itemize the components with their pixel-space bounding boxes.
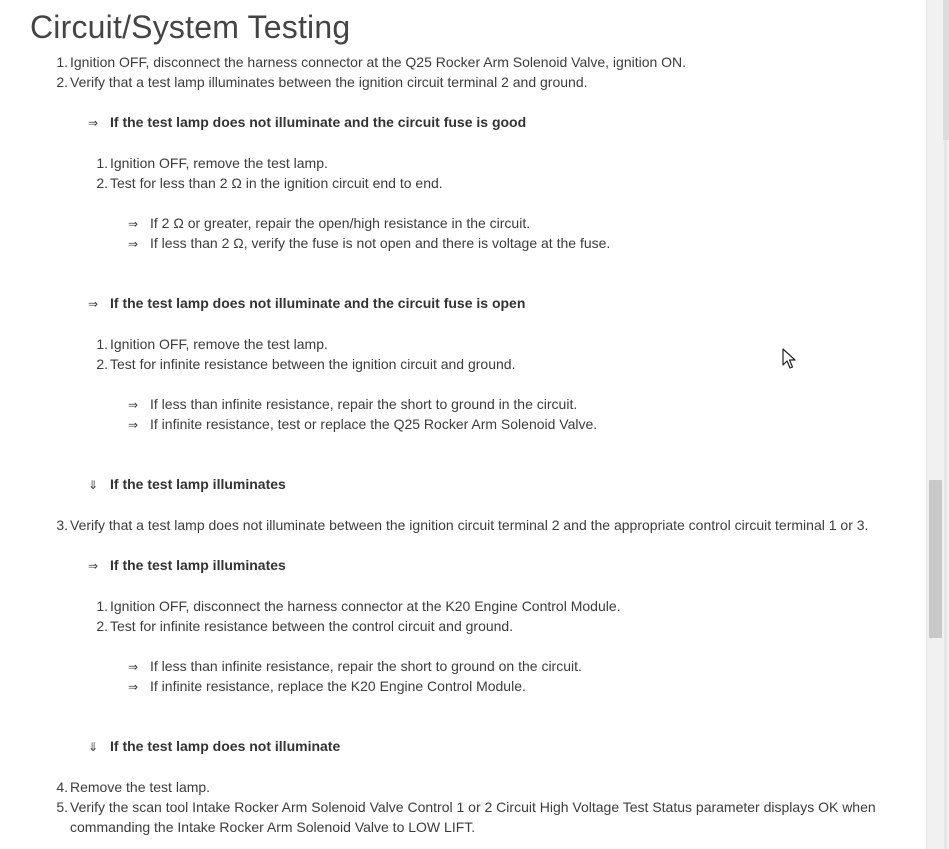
arrow-right-icon: ⇒ — [128, 660, 139, 674]
branch-heading-text: If the test lamp does not illuminate and the circuit fuse is good — [110, 114, 527, 130]
scrollbar-thumb[interactable] — [929, 480, 942, 638]
step-text: commanding the Intake Rocker Arm Solenoid Valve to LOW LIFT. — [70, 819, 476, 835]
branch-heading-text: If the test lamp does not illuminate and the circuit fuse is open — [110, 295, 526, 311]
arrow-right-icon: ⇒ — [128, 398, 139, 412]
scrollbar-edge — [943, 0, 949, 140]
substep-text: Test for less than 2 Ω in the ignition circuit end to end. — [110, 175, 443, 191]
arrow-down-icon: ⇓ — [88, 478, 99, 492]
branch-heading-text: If the test lamp illuminates — [110, 476, 286, 492]
arrow-right-icon: ⇒ — [128, 680, 139, 694]
arrow-right-icon: ⇒ — [88, 297, 99, 311]
arrow-right-icon: ⇒ — [128, 217, 139, 231]
substep-text: Ignition OFF, disconnect the harness connector at the K20 Engine Control Module. — [110, 598, 621, 614]
arrow-down-icon: ⇓ — [88, 740, 99, 754]
result-text: If less than 2 Ω, verify the fuse is not open and there is voltage at the fuse. — [150, 235, 611, 251]
result-text: If infinite resistance, test or replace the Q25 Rocker Arm Solenoid Valve. — [150, 416, 598, 432]
scrollbar-rail — [944, 140, 947, 849]
step-number: 5. — [56, 799, 68, 815]
substep-text: Ignition OFF, remove the test lamp. — [110, 155, 328, 171]
step-text: Ignition OFF, disconnect the harness connector at the Q25 Rocker Arm Solenoid Valve, ignition ON. — [70, 54, 687, 70]
step-number: 1. — [56, 54, 68, 70]
substep-number: 1. — [96, 155, 108, 171]
step-number: 3. — [56, 517, 68, 533]
step-text: Remove the test lamp. — [70, 779, 211, 795]
branch-heading-text: If the test lamp illuminates — [110, 557, 286, 573]
substep-number: 1. — [96, 598, 108, 614]
step-number: 4. — [56, 779, 68, 795]
result-text: If 2 Ω or greater, repair the open/high resistance in the circuit. — [150, 215, 531, 231]
substep-text: Test for infinite resistance between the ignition circuit and ground. — [110, 356, 516, 372]
substep-text: Test for infinite resistance between the control circuit and ground. — [110, 618, 514, 634]
substep-number: 2. — [96, 618, 108, 634]
step-number: 2. — [56, 74, 68, 90]
mouse-cursor-icon — [782, 348, 796, 370]
substep-number: 1. — [96, 336, 108, 352]
result-text: If less than infinite resistance, repair the short to ground on the circuit. — [150, 658, 582, 674]
arrow-right-icon: ⇒ — [88, 116, 99, 130]
substep-text: Ignition OFF, remove the test lamp. — [110, 336, 328, 352]
arrow-right-icon: ⇒ — [128, 237, 139, 251]
branch-heading-text: If the test lamp does not illuminate — [110, 738, 341, 754]
result-text: If less than infinite resistance, repair the short to ground in the circuit. — [150, 396, 578, 412]
step-text: Verify the scan tool Intake Rocker Arm Solenoid Valve Control 1 or 2 Circuit High Voltage Test Status parameter displays OK when — [70, 799, 876, 815]
result-text: If infinite resistance, replace the K20 Engine Control Module. — [150, 678, 526, 694]
step-text: Verify that a test lamp illuminates between the ignition circuit terminal 2 and ground. — [70, 74, 588, 90]
arrow-right-icon: ⇒ — [88, 559, 99, 573]
substep-number: 2. — [96, 356, 108, 372]
page-title: Circuit/System Testing — [30, 9, 351, 45]
arrow-right-icon: ⇒ — [128, 418, 139, 432]
step-text: Verify that a test lamp does not illuminate between the ignition circuit terminal 2 and the appropriate control circuit terminal 1 or 3. — [70, 517, 869, 533]
substep-number: 2. — [96, 175, 108, 191]
